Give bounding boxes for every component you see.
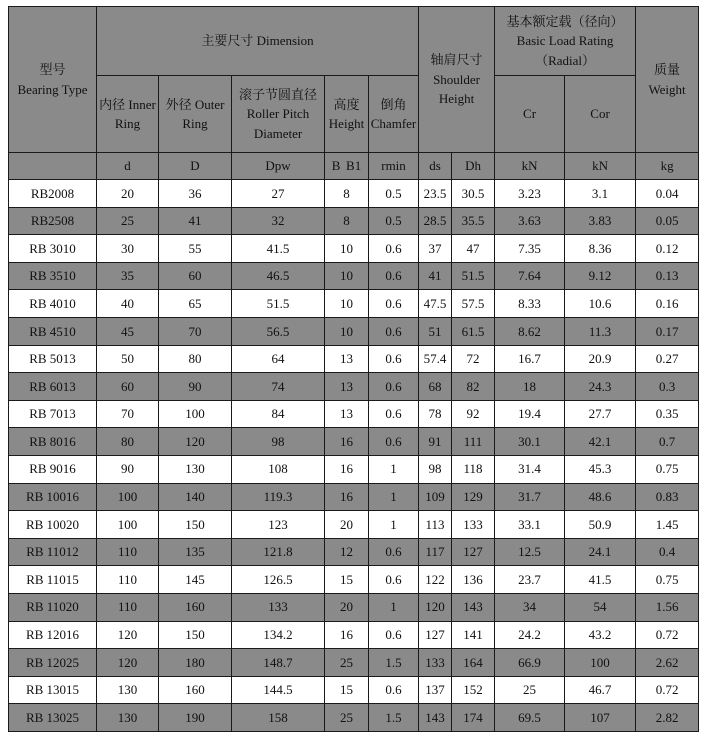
cell-cor: 24.3 [565, 373, 636, 401]
cell-D: 120 [159, 428, 232, 456]
cell-rmin: 0.6 [369, 317, 419, 345]
cell-d: 25 [97, 207, 159, 235]
cell-mass: 0.27 [636, 345, 699, 373]
cell-dpw: 46.5 [232, 262, 325, 290]
cell-cr: 30.1 [495, 428, 565, 456]
cell-model: RB 11012 [9, 538, 97, 566]
cell-d: 30 [97, 235, 159, 263]
cell-model: RB 4510 [9, 317, 97, 345]
cell-ds: 78 [419, 400, 452, 428]
cell-mass: 0.83 [636, 483, 699, 511]
cell-dpw: 158 [232, 704, 325, 732]
cell-ds: 137 [419, 676, 452, 704]
cell-model: RB 13025 [9, 704, 97, 732]
cell-rmin: 0.6 [369, 262, 419, 290]
cell-ds: 143 [419, 704, 452, 732]
cell-mass: 0.05 [636, 207, 699, 235]
cell-dpw: 133 [232, 593, 325, 621]
cell-D: 100 [159, 400, 232, 428]
cell-cor: 54 [565, 593, 636, 621]
cell-b: 15 [325, 676, 369, 704]
cell-d: 45 [97, 317, 159, 345]
cell-dpw: 51.5 [232, 290, 325, 318]
cell-rmin: 1 [369, 483, 419, 511]
table-row [9, 483, 699, 511]
cell-model: RB 5013 [9, 345, 97, 373]
unit-ds: ds [419, 153, 452, 180]
cell-cor: 9.12 [565, 262, 636, 290]
cell-D: 60 [159, 262, 232, 290]
header-chamfer [369, 76, 419, 153]
cell-model: RB 8016 [9, 428, 97, 456]
header-cor: Cor [565, 76, 636, 153]
cell-rmin: 0.6 [369, 400, 419, 428]
cell-model: RB 3510 [9, 262, 97, 290]
cell-ds: 122 [419, 566, 452, 594]
table-row [9, 621, 699, 649]
cell-cr: 69.5 [495, 704, 565, 732]
cell-cor: 3.1 [565, 180, 636, 208]
cell-mass: 0.04 [636, 180, 699, 208]
cell-ds: 109 [419, 483, 452, 511]
cell-cr: 8.62 [495, 317, 565, 345]
cell-D: 145 [159, 566, 232, 594]
cell-b: 13 [325, 345, 369, 373]
cell-dpw: 56.5 [232, 317, 325, 345]
header-model-zh: 型号 [39, 62, 66, 77]
cell-model: RB 11020 [9, 593, 97, 621]
table-row [9, 262, 699, 290]
header-rating [495, 7, 636, 76]
table-row [9, 428, 699, 456]
cell-mass: 0.16 [636, 290, 699, 318]
cell-cor: 48.6 [565, 483, 636, 511]
cell-mass: 2.62 [636, 649, 699, 677]
header-pitch [232, 76, 325, 153]
cell-b: 20 [325, 511, 369, 539]
header-inner [97, 76, 159, 153]
cell-b: 25 [325, 649, 369, 677]
cell-dh: 133 [452, 511, 495, 539]
cell-b: 16 [325, 621, 369, 649]
cell-rmin: 0.6 [369, 290, 419, 318]
cell-d: 120 [97, 621, 159, 649]
cell-d: 130 [97, 676, 159, 704]
unit-empty [9, 153, 97, 180]
cell-D: 70 [159, 317, 232, 345]
header-inner-l1: 内径 Inner [99, 96, 156, 112]
cell-d: 80 [97, 428, 159, 456]
cell-ds: 98 [419, 455, 452, 483]
cell-b: 8 [325, 180, 369, 208]
cell-mass: 0.75 [636, 566, 699, 594]
cell-ds: 23.5 [419, 180, 452, 208]
cell-rmin: 0.6 [369, 538, 419, 566]
header-height [325, 76, 369, 153]
cell-dh: 51.5 [452, 262, 495, 290]
cell-cr: 25 [495, 676, 565, 704]
cell-cr: 3.23 [495, 180, 565, 208]
unit-kn-cor: kN [565, 153, 636, 180]
cell-b: 20 [325, 593, 369, 621]
cell-mass: 0.4 [636, 538, 699, 566]
unit-b-b1 [325, 153, 369, 180]
cell-dpw: 84 [232, 400, 325, 428]
cell-cr: 3.63 [495, 207, 565, 235]
cell-D: 65 [159, 290, 232, 318]
cell-model: RB2008 [9, 180, 97, 208]
cell-cor: 43.2 [565, 621, 636, 649]
cell-cr: 24.2 [495, 621, 565, 649]
cell-model: RB 11015 [9, 566, 97, 594]
cell-rmin: 0.6 [369, 566, 419, 594]
header-mass-zh: 质量 [654, 62, 681, 77]
cell-dh: 118 [452, 455, 495, 483]
cell-cor: 20.9 [565, 345, 636, 373]
cell-d: 70 [97, 400, 159, 428]
cell-cor: 42.1 [565, 428, 636, 456]
cell-cor: 8.36 [565, 235, 636, 263]
cell-mass: 0.75 [636, 455, 699, 483]
cell-rmin: 1.5 [369, 649, 419, 677]
cell-b: 13 [325, 373, 369, 401]
cell-dh: 92 [452, 400, 495, 428]
cell-mass: 1.45 [636, 511, 699, 539]
cell-dh: 111 [452, 428, 495, 456]
unit-kg: kg [636, 153, 699, 180]
cell-rmin: 1 [369, 593, 419, 621]
cell-d: 110 [97, 538, 159, 566]
cell-cr: 16.7 [495, 345, 565, 373]
header-outer [159, 76, 232, 153]
cell-rmin: 0.5 [369, 207, 419, 235]
cell-d: 40 [97, 290, 159, 318]
cell-cr: 66.9 [495, 649, 565, 677]
cell-b: 13 [325, 400, 369, 428]
cell-cr: 34 [495, 593, 565, 621]
cell-dpw: 98 [232, 428, 325, 456]
cell-rmin: 1 [369, 455, 419, 483]
header-shoulder-en2: Height [438, 91, 475, 107]
cell-model: RB 12016 [9, 621, 97, 649]
cell-D: 41 [159, 207, 232, 235]
cell-dh: 164 [452, 649, 495, 677]
cell-model: RB 10016 [9, 483, 97, 511]
cell-dpw: 64 [232, 345, 325, 373]
cell-cor: 50.9 [565, 511, 636, 539]
cell-cor: 24.1 [565, 538, 636, 566]
header-height-l1: 高度 [333, 96, 360, 112]
cell-cor: 10.6 [565, 290, 636, 318]
cell-cor: 45.3 [565, 455, 636, 483]
cell-ds: 117 [419, 538, 452, 566]
cell-rmin: 1 [369, 511, 419, 539]
header-inner-l2: Ring [114, 116, 141, 131]
header-mass-en: Weight [648, 81, 686, 97]
cell-dpw: 134.2 [232, 621, 325, 649]
cell-dh: 141 [452, 621, 495, 649]
cell-cr: 7.35 [495, 235, 565, 263]
table-row [9, 649, 699, 677]
header-pitch-l1: 滚子节圆直径 [238, 86, 317, 102]
cell-mass: 2.82 [636, 704, 699, 732]
header-rating-sub: （Radial） [535, 52, 596, 68]
cell-cor: 3.83 [565, 207, 636, 235]
cell-mass: 0.72 [636, 621, 699, 649]
cell-b: 16 [325, 483, 369, 511]
table-row [9, 235, 699, 263]
cell-cor: 46.7 [565, 676, 636, 704]
header-cr: Cr [495, 76, 565, 153]
unit-b1: B1 [346, 158, 362, 174]
cell-dpw: 123 [232, 511, 325, 539]
cell-b: 16 [325, 428, 369, 456]
cell-cr: 23.7 [495, 566, 565, 594]
cell-cr: 8.33 [495, 290, 565, 318]
cell-mass: 1.56 [636, 593, 699, 621]
header-shoulder-en1: Shoulder [433, 71, 481, 87]
cell-dpw: 41.5 [232, 235, 325, 263]
table-row [9, 317, 699, 345]
cell-dh: 72 [452, 345, 495, 373]
table-row [9, 345, 699, 373]
cell-d: 100 [97, 483, 159, 511]
unit-dh: Dh [452, 153, 495, 180]
cell-model: RB 12025 [9, 649, 97, 677]
cell-D: 160 [159, 676, 232, 704]
header-outer-l1: 外径 Outer [165, 96, 225, 112]
cell-ds: 41 [419, 262, 452, 290]
header-model [9, 7, 97, 153]
cell-ds: 37 [419, 235, 452, 263]
cell-model: RB 9016 [9, 455, 97, 483]
cell-dpw: 121.8 [232, 538, 325, 566]
cell-b: 12 [325, 538, 369, 566]
cell-D: 130 [159, 455, 232, 483]
table-row [9, 400, 699, 428]
cell-D: 140 [159, 483, 232, 511]
table-row [9, 538, 699, 566]
header-pitch-l2: Roller Pitch [246, 106, 310, 122]
cell-dpw: 74 [232, 373, 325, 401]
cell-b: 10 [325, 290, 369, 318]
cell-d: 110 [97, 566, 159, 594]
cell-ds: 120 [419, 593, 452, 621]
unit-b: B [331, 158, 341, 174]
cell-cor: 27.7 [565, 400, 636, 428]
cell-D: 80 [159, 345, 232, 373]
cell-mass: 0.13 [636, 262, 699, 290]
cell-cr: 33.1 [495, 511, 565, 539]
table-row [9, 704, 699, 732]
cell-dh: 136 [452, 566, 495, 594]
cell-rmin: 0.6 [369, 428, 419, 456]
cell-ds: 51 [419, 317, 452, 345]
cell-b: 25 [325, 704, 369, 732]
cell-b: 10 [325, 317, 369, 345]
unit-kn-cr: kN [495, 153, 565, 180]
cell-rmin: 0.6 [369, 345, 419, 373]
cell-D: 190 [159, 704, 232, 732]
cell-model: RB 10020 [9, 511, 97, 539]
cell-b: 10 [325, 235, 369, 263]
cell-rmin: 0.6 [369, 373, 419, 401]
cell-ds: 28.5 [419, 207, 452, 235]
cell-cr: 19.4 [495, 400, 565, 428]
cell-cor: 100 [565, 649, 636, 677]
cell-d: 120 [97, 649, 159, 677]
table-row [9, 593, 699, 621]
table-row [9, 373, 699, 401]
unit-d: d [97, 153, 159, 180]
cell-d: 50 [97, 345, 159, 373]
cell-cr: 18 [495, 373, 565, 401]
header-mass [636, 7, 699, 153]
cell-d: 110 [97, 593, 159, 621]
cell-model: RB 3010 [9, 235, 97, 263]
cell-b: 8 [325, 207, 369, 235]
cell-d: 60 [97, 373, 159, 401]
cell-d: 35 [97, 262, 159, 290]
cell-model: RB2508 [9, 207, 97, 235]
table-row [9, 207, 699, 235]
cell-D: 180 [159, 649, 232, 677]
table-body [9, 180, 699, 732]
cell-cor: 11.3 [565, 317, 636, 345]
cell-dpw: 27 [232, 180, 325, 208]
cell-dh: 61.5 [452, 317, 495, 345]
cell-model: RB 7013 [9, 400, 97, 428]
header-height-l2: Height [328, 116, 365, 131]
cell-b: 16 [325, 455, 369, 483]
table-row [9, 455, 699, 483]
header-dimension: 主要尺寸 Dimension [97, 7, 419, 76]
cell-ds: 68 [419, 373, 452, 401]
cell-D: 150 [159, 621, 232, 649]
cell-mass: 0.35 [636, 400, 699, 428]
cell-dpw: 126.5 [232, 566, 325, 594]
cell-d: 90 [97, 455, 159, 483]
cell-ds: 57.4 [419, 345, 452, 373]
cell-ds: 127 [419, 621, 452, 649]
cell-dpw: 108 [232, 455, 325, 483]
cell-model: RB 6013 [9, 373, 97, 401]
cell-dh: 30.5 [452, 180, 495, 208]
header-model-en: Bearing Type [17, 81, 88, 97]
header-shoulder-zh: 轴肩尺寸 [430, 52, 483, 68]
cell-cor: 41.5 [565, 566, 636, 594]
cell-dh: 127 [452, 538, 495, 566]
cell-dh: 35.5 [452, 207, 495, 235]
bearing-spec-table [8, 6, 699, 732]
cell-mass: 0.17 [636, 317, 699, 345]
cell-rmin: 0.6 [369, 676, 419, 704]
cell-d: 130 [97, 704, 159, 732]
header-outer-l2: Ring [182, 116, 208, 131]
cell-dh: 82 [452, 373, 495, 401]
cell-dh: 47 [452, 235, 495, 263]
cell-ds: 133 [419, 649, 452, 677]
cell-D: 36 [159, 180, 232, 208]
cell-rmin: 0.6 [369, 621, 419, 649]
cell-rmin: 0.6 [369, 235, 419, 263]
table-row [9, 676, 699, 704]
header-pitch-l3: Diameter [253, 125, 303, 141]
table-row [9, 290, 699, 318]
cell-rmin: 0.5 [369, 180, 419, 208]
cell-cor: 107 [565, 704, 636, 732]
cell-dh: 143 [452, 593, 495, 621]
cell-cr: 7.64 [495, 262, 565, 290]
unit-dpw: Dpw [232, 153, 325, 180]
cell-D: 90 [159, 373, 232, 401]
cell-b: 15 [325, 566, 369, 594]
unit-D: D [159, 153, 232, 180]
cell-dh: 129 [452, 483, 495, 511]
cell-D: 150 [159, 511, 232, 539]
cell-cr: 31.4 [495, 455, 565, 483]
cell-ds: 47.5 [419, 290, 452, 318]
table-row [9, 566, 699, 594]
cell-D: 160 [159, 593, 232, 621]
cell-dh: 57.5 [452, 290, 495, 318]
cell-mass: 0.7 [636, 428, 699, 456]
unit-rmin: rmin [369, 153, 419, 180]
cell-ds: 113 [419, 511, 452, 539]
header-shoulder [419, 7, 495, 153]
cell-rmin: 1.5 [369, 704, 419, 732]
cell-mass: 0.3 [636, 373, 699, 401]
cell-D: 55 [159, 235, 232, 263]
cell-d: 20 [97, 180, 159, 208]
cell-dh: 152 [452, 676, 495, 704]
cell-dpw: 32 [232, 207, 325, 235]
cell-d: 100 [97, 511, 159, 539]
cell-model: RB 4010 [9, 290, 97, 318]
cell-model: RB 13015 [9, 676, 97, 704]
table-header [9, 7, 699, 180]
header-rating-en: Basic Load Rating [516, 33, 614, 49]
cell-cr: 31.7 [495, 483, 565, 511]
cell-dh: 174 [452, 704, 495, 732]
cell-b: 10 [325, 262, 369, 290]
table-row [9, 180, 699, 208]
table-row [9, 511, 699, 539]
cell-ds: 91 [419, 428, 452, 456]
cell-dpw: 144.5 [232, 676, 325, 704]
header-chamfer-l1: 倒角 [380, 96, 407, 112]
cell-D: 135 [159, 538, 232, 566]
cell-dpw: 119.3 [232, 483, 325, 511]
cell-dpw: 148.7 [232, 649, 325, 677]
header-rating-zh: 基本额定载（径向） [506, 13, 624, 29]
cell-cr: 12.5 [495, 538, 565, 566]
header-chamfer-l2: Chamfer [370, 116, 417, 131]
cell-mass: 0.12 [636, 235, 699, 263]
cell-mass: 0.72 [636, 676, 699, 704]
